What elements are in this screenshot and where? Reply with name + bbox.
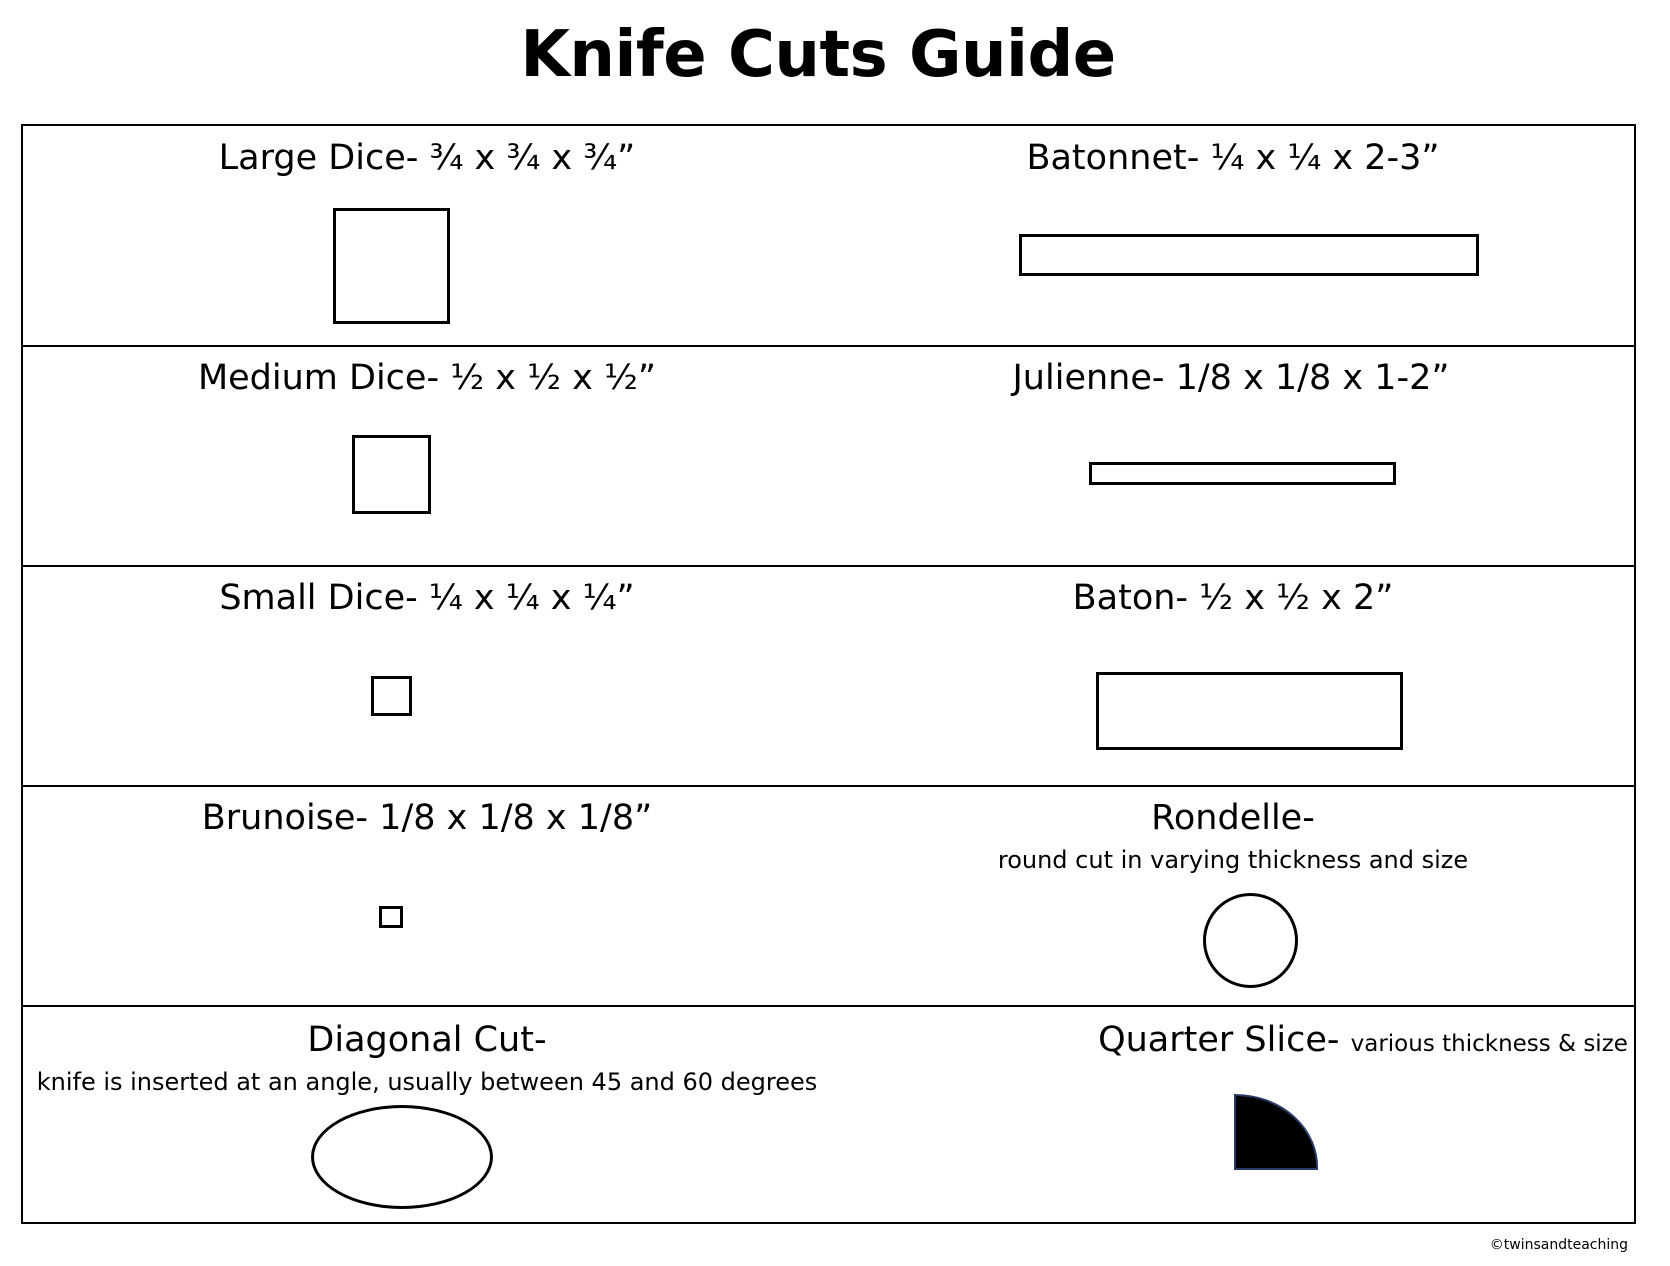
quarter-slice-description: various thickness & size [1350, 1031, 1628, 1057]
quarter-slice-label: Quarter Slice- [1098, 1020, 1340, 1060]
medium-dice-label: Medium Dice- ½ x ½ x ½” [197, 358, 657, 398]
julienne-label: Julienne- 1/8 x 1/8 x 1-2” [1012, 358, 1450, 398]
small-dice-square-shape [371, 676, 412, 716]
medium-dice-square-shape [352, 435, 431, 514]
rondelle-label: Rondelle- [1151, 798, 1315, 838]
baton-rectangle-shape [1096, 672, 1403, 750]
quarter-slice-label-group [1098, 1020, 1628, 1060]
row-divider [23, 565, 1634, 567]
page-title: Knife Cuts Guide [520, 18, 1116, 92]
julienne-rectangle-shape [1089, 462, 1396, 485]
brunoise-label: Brunoise- 1/8 x 1/8 x 1/8” [201, 798, 653, 838]
brunoise-square-shape [379, 906, 403, 928]
small-dice-label: Small Dice- ¼ x ¼ x ¼” [219, 578, 635, 618]
batonnet-label: Batonnet- ¼ x ¼ x 2-3” [1026, 138, 1440, 178]
batonnet-rectangle-shape [1019, 234, 1479, 276]
quarter-slice-shape [1233, 1093, 1323, 1171]
rondelle-circle-shape [1203, 893, 1298, 988]
large-dice-square-shape [333, 208, 450, 324]
row-divider [23, 785, 1634, 787]
row-divider [23, 345, 1634, 347]
diagonal-cut-label: Diagonal Cut- [307, 1020, 547, 1060]
baton-label: Baton- ½ x ½ x 2” [1072, 578, 1394, 618]
row-divider [23, 1005, 1634, 1007]
large-dice-label: Large Dice- ¾ x ¾ x ¾” [218, 138, 636, 178]
rondelle-description: round cut in varying thickness and size [997, 846, 1469, 874]
diagonal-cut-oval-shape [311, 1105, 493, 1209]
knife-cuts-table [21, 124, 1636, 1224]
diagonal-cut-description: knife is inserted at an angle, usually between 45 and 60 degrees [36, 1068, 818, 1096]
copyright-credit: ©twinsandteaching [1489, 1237, 1628, 1253]
